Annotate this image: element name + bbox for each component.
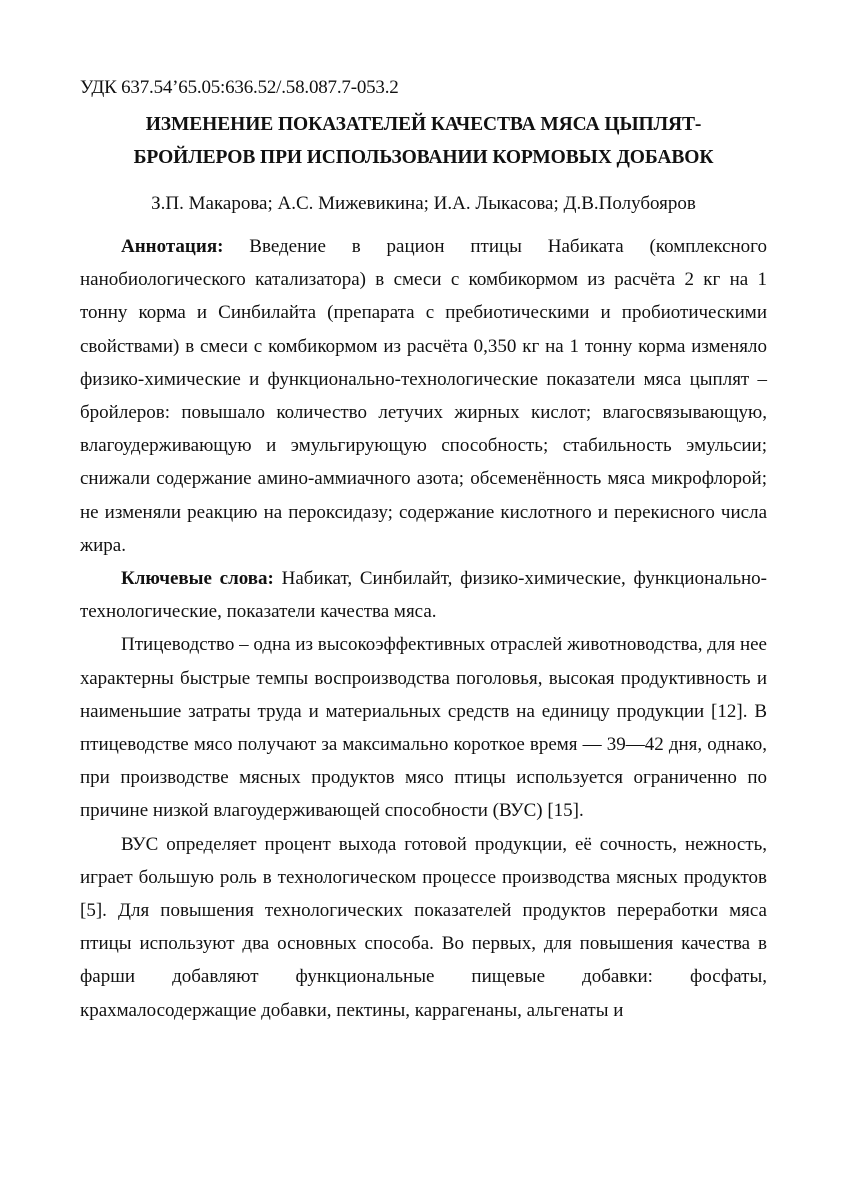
body-paragraph: Птицеводство – одна из высокоэффективных отраслей животноводства, для нее характерны быстрые темпы воспроизводства поголовья, высокая продуктивность и наименьшие затраты труда и материальных средств на единицу продукции [12]. В птицеводстве мясо получают за максимально короткое время — 39—42 дня, однако, при производстве мясных продуктов мясо птицы используется ограниченно по причине низкой влагоудерживающей способности (ВУС) [15]. [80,634,767,822]
document-page [80,76,767,1027]
abstract-paragraph [80,230,767,562]
body-paragraph: ВУС определяет процент выхода готовой продукции, её сочность, нежность, играет большую роль в технологическом процессе производства мясных продуктов [5]. Для повышения технологических показателей продуктов переработки мяса птицы используют два основных способа. Во первых, для повышения качества в фарши добавляют функциональные пищевые добавки: фосфаты, крахмалосодержащие добавки, пектины, каррагенаны, альгенаты и [80,833,767,1021]
keywords-text: Набикат, Синбилайт, физико-химические, функционально-технологические, показатели качества мяса. [80,568,767,623]
abstract-label: Аннотация: [121,236,224,257]
udk-code: УДК 637.54’65.05:636.52/.58.087.7-053.2 [80,77,399,98]
keywords-paragraph [80,562,767,628]
abstract-text: Введение в рацион птицы Набиката (комплексного нанобиологического катализатора) в смеси с комбикормом из расчёта 2 кг на 1 тонну корма и Синбилайта (препарата с пребиотическими и пробиотическими свойствами) в смеси с комбикормом из расчёта 0,350 кг на 1 тонну корма изменяло физико-химические и функционально-технологические показатели мяса цыплят – бройлеров: повышало количество летучих жирных кислот; влагосвязывающую, влагоудерживающую и эмульгирующую способность; стабильность эмульсии; снижали содержание амино-аммиачного азота; обсеменённость мяса микрофлорой; не изменяли реакцию на пероксидазу; содержание кислотного и перекисного числа жира. [80,236,767,556]
title-line: ИЗМЕНЕНИЕ ПОКАЗАТЕЛЕЙ КАЧЕСТВА МЯСА ЦЫПЛЯТ- [145,114,702,135]
keywords-label: Ключевые слова: [121,568,274,590]
authors: З.П. Макарова; А.С. Мижевикина; И.А. Лыкасова; Д.В.Полубояров [151,193,696,214]
title-line: БРОЙЛЕРОВ ПРИ ИСПОЛЬЗОВАНИИ КОРМОВЫХ ДОБАВОК [133,147,714,168]
article-title [80,108,767,174]
